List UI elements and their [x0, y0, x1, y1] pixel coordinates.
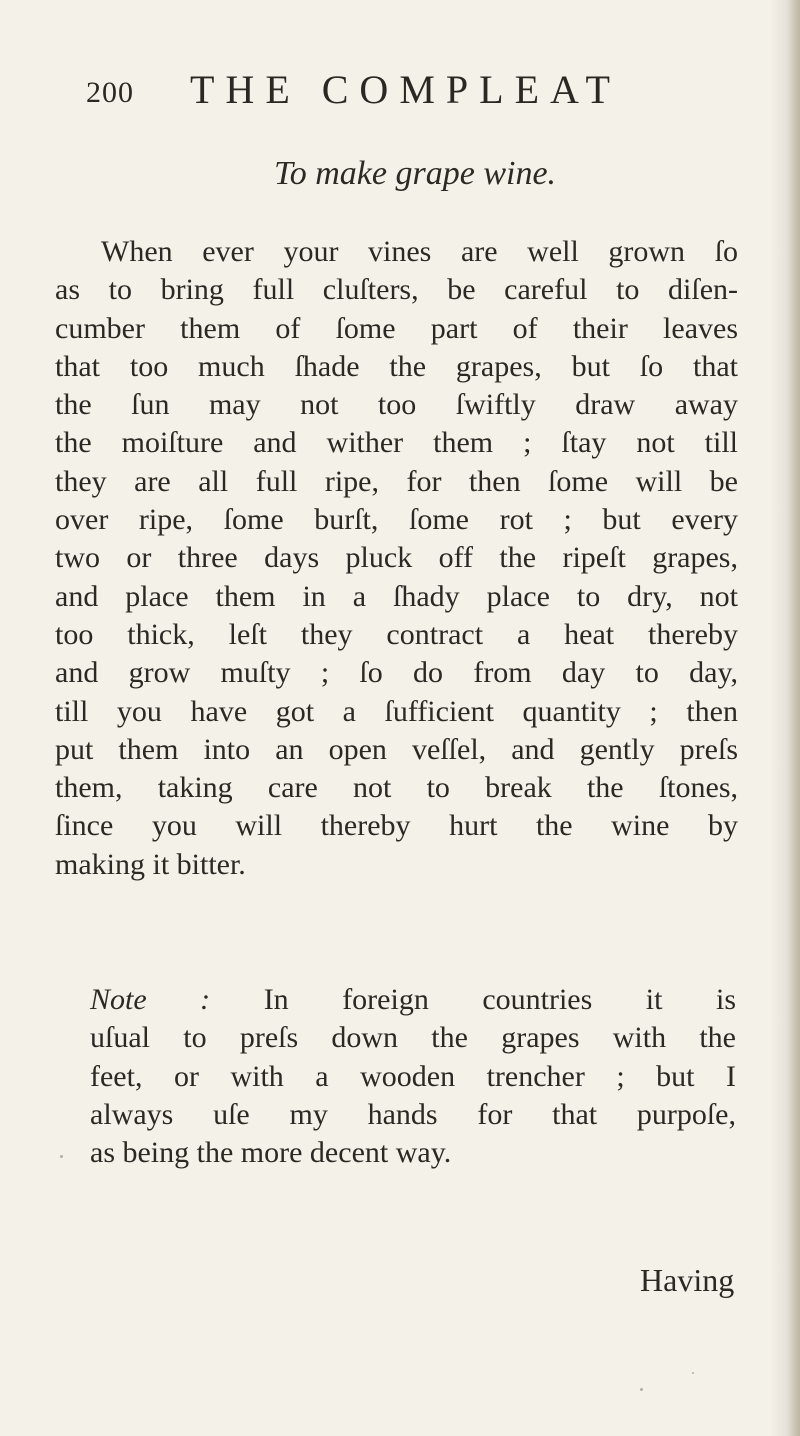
text-line: too thick, leſt they contract a heat thereby [55, 617, 738, 651]
paper-speck [640, 1388, 643, 1391]
text-line: uſual to preſs down the grapes with the [90, 1021, 736, 1055]
text-line: as being the more decent way. [90, 1136, 452, 1170]
text-line: When ever your vines are well grown ſo [101, 235, 738, 268]
recipe-paragraph [55, 233, 738, 884]
note-first-line-text: In foreign countries it is [263, 983, 736, 1016]
text-line: always uſe my hands for that purpoſe, [90, 1097, 736, 1131]
text-line: they are all full ripe, for then ſome will be [55, 464, 738, 498]
note-paragraph [90, 981, 736, 1172]
text-line: as to bring full cluſters, be careful to diſen- [55, 273, 738, 307]
running-title: THE COMPLEAT [190, 67, 621, 112]
running-head [86, 66, 706, 116]
text-line: the ſun may not too ſwiftly draw away [55, 388, 738, 422]
paper-speck [60, 1155, 63, 1158]
text-line: put them into an open veſſel, and gently preſs [55, 732, 738, 766]
text-line: ſince you will thereby hurt the wine by [55, 809, 738, 843]
text-line: making it bitter. [55, 847, 246, 881]
text-line: over ripe, ſome burſt, ſome rot ; but every [55, 503, 738, 537]
page-number: 200 [86, 76, 134, 109]
text-line: the moiſture and wither them ; ſtay not till [55, 426, 738, 460]
note-label: Note : [90, 983, 211, 1016]
text-line: feet, or with a wooden trencher ; but I [90, 1059, 736, 1093]
text-line: two or three days pluck off the ripeſt grapes, [55, 541, 738, 575]
text-line: cumber them of ſome part of their leaves [55, 311, 738, 345]
section-heading: To make grape wine. [273, 155, 557, 192]
text-line: till you have got a ſufficient quantity ; then [55, 694, 738, 728]
paper-speck [692, 1372, 694, 1374]
catchword: Having [640, 1262, 735, 1298]
page-edge-shadow [788, 0, 800, 1436]
text-line: and place them in a ſhady place to dry, not [55, 579, 738, 613]
text-line: that too much ſhade the grapes, but ſo that [55, 349, 738, 383]
text-line: them, taking care not to break the ſtones, [55, 771, 738, 805]
text-line: and grow muſty ; ſo do from day to day, [55, 656, 738, 690]
note-first-line [90, 981, 736, 1019]
